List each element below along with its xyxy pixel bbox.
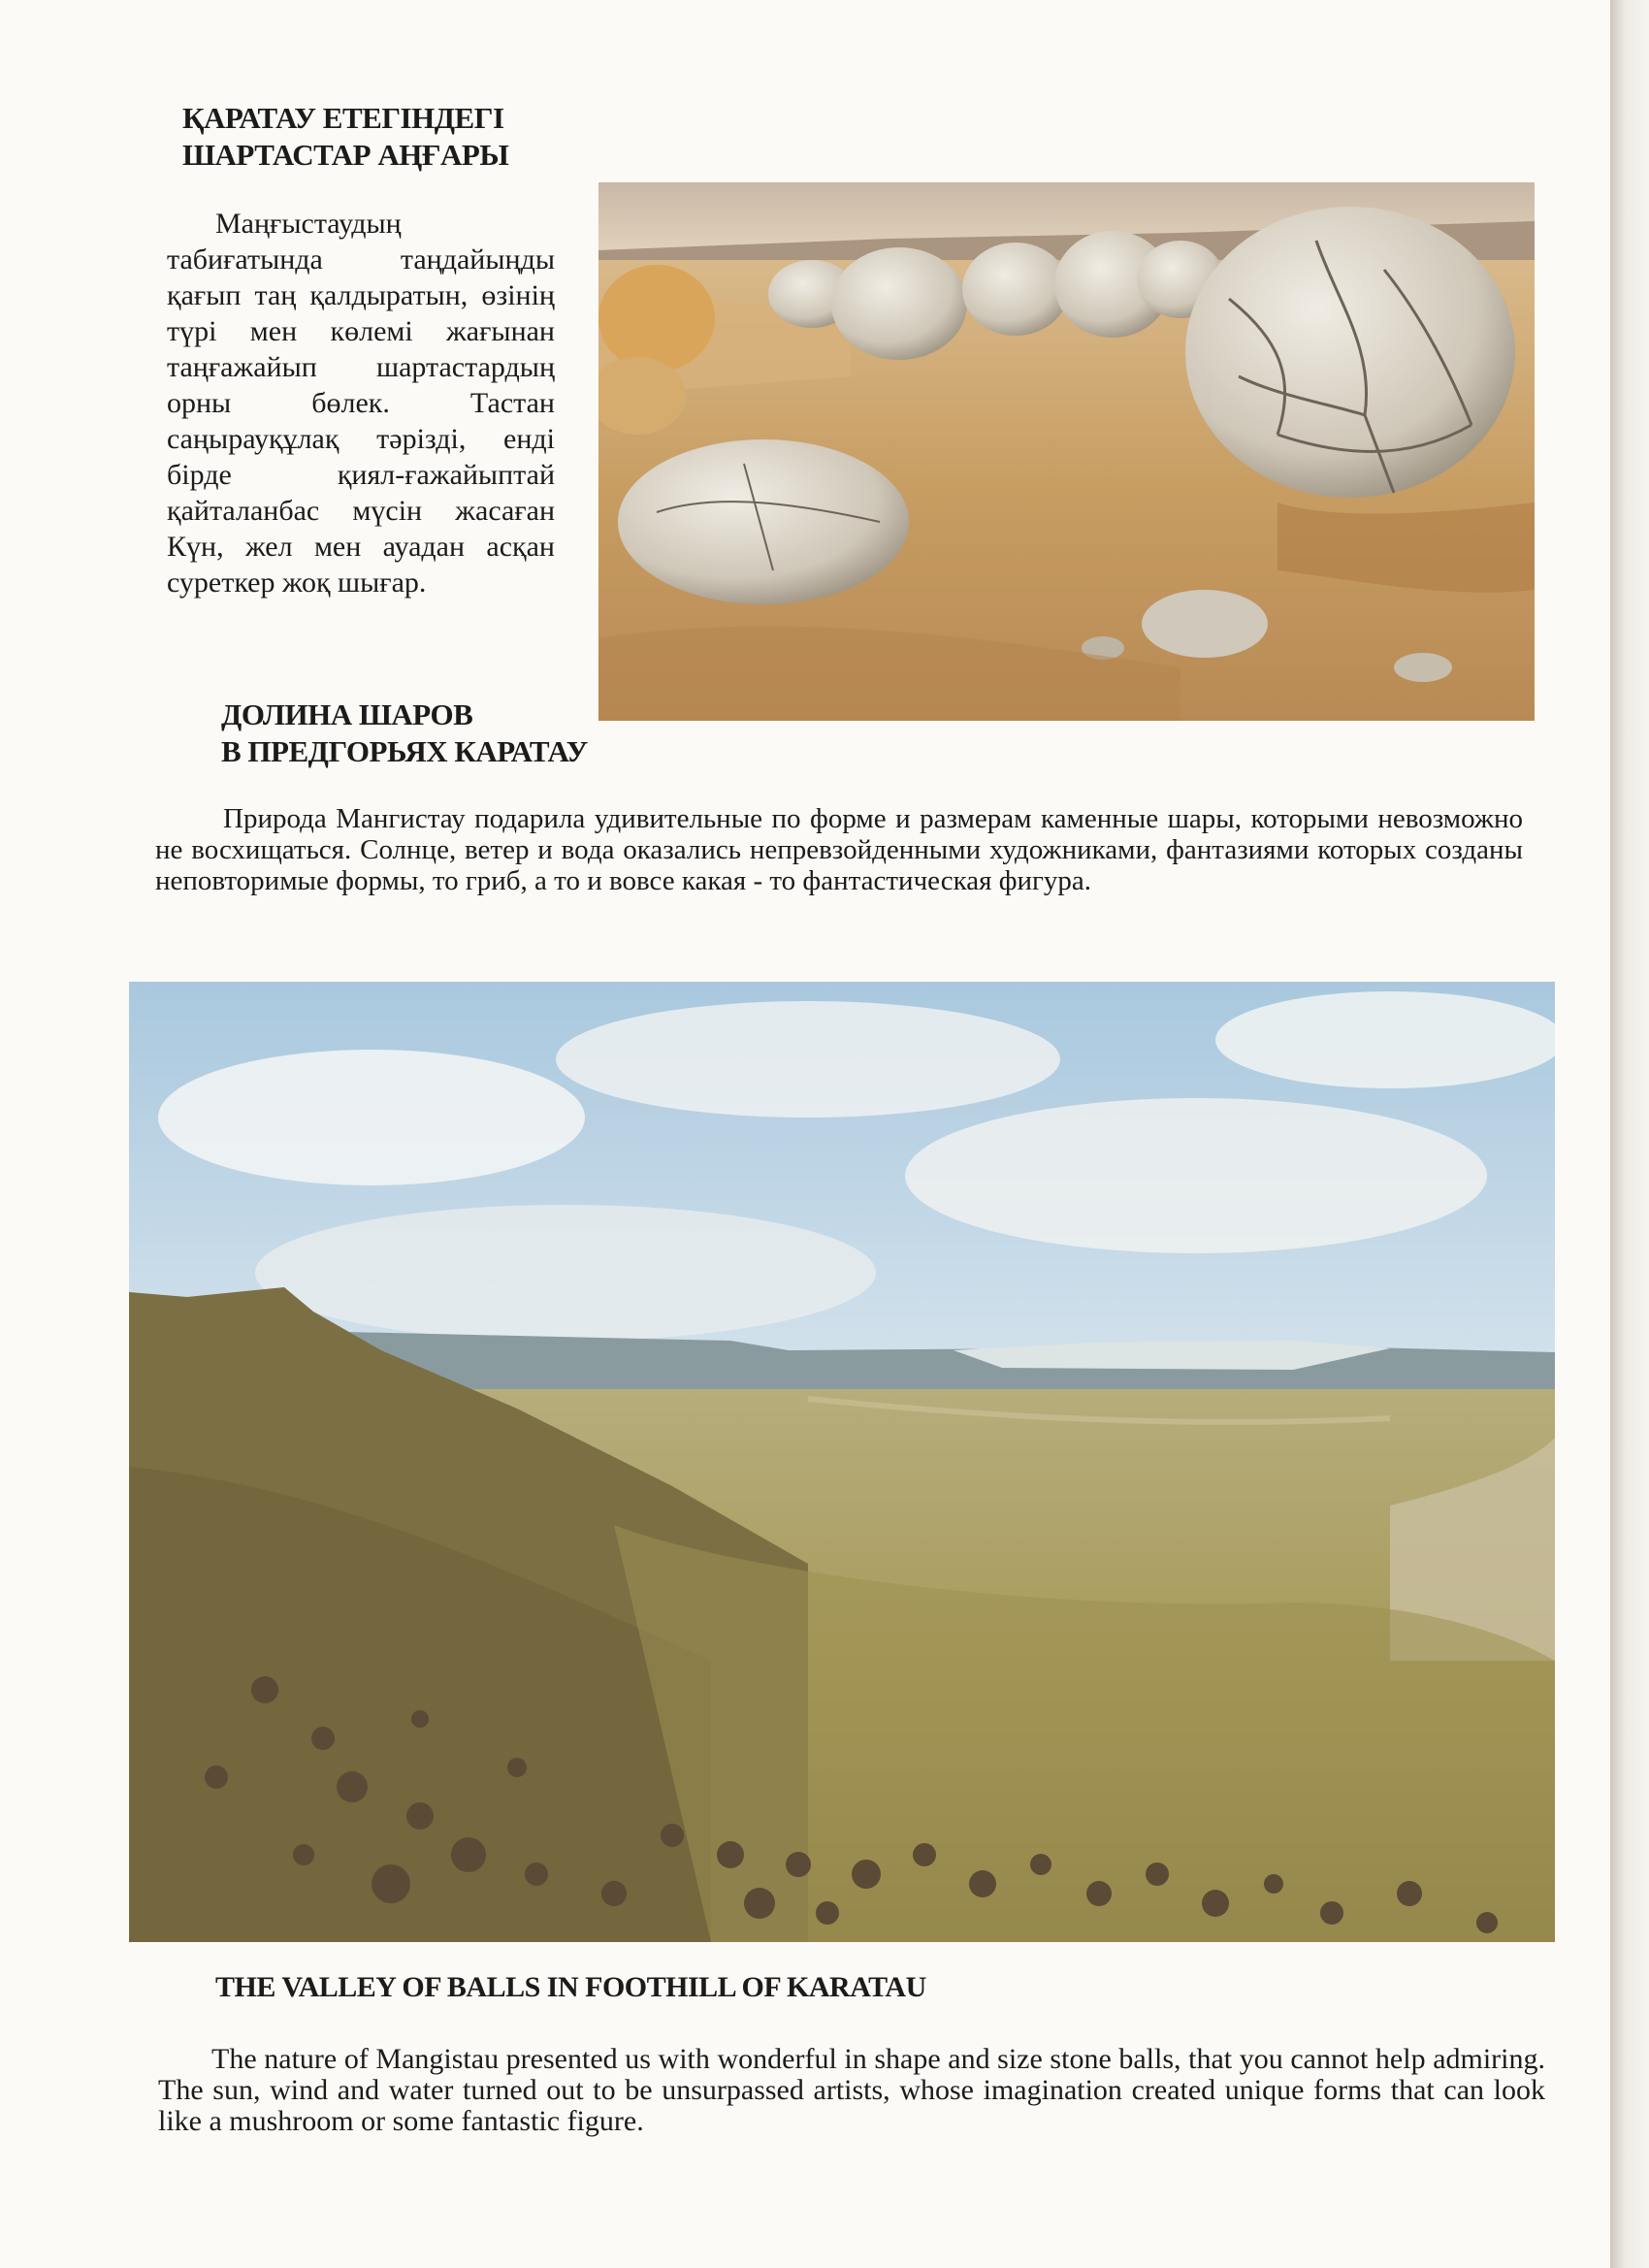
kazakh-paragraph: Маңғыстаудың табиғатында таңдайыңды қағып таң қалдыратын, өзінің түрі мен көлемі жағынан таңғажайып шартастардың орны бөлек. Тастан саңырауқұлақ тәрізді, енді бірде қиял-ғажайыптай қайталанбас мүсін жасаған Күн, жел мен ауадан асқан суреткер жоқ шығар. <box>167 208 555 599</box>
valley-illustration <box>129 982 1555 1942</box>
kazakh-title-line-1: ҚАРАТАУ ЕТЕГІНДЕГІ <box>182 101 504 135</box>
kazakh-title-line-2: ШАРТАСТАР АҢҒАРЫ <box>182 138 509 172</box>
kazakh-title <box>182 100 508 174</box>
page-edge-shadow <box>1610 0 1649 2268</box>
russian-paragraph: Природа Мангистау подарила удивительные по форме и размерам каменные шары, которыми невозможно не восхищаться. Солнце, ветер и вода оказались непревзойденными художниками, фантазиями которых созданы неповторимые формы, то гриб, а то и вовсе какая - то фантастическая фигура. <box>155 803 1523 896</box>
english-paragraph: The nature of Mangistau presented us with wonderful in shape and size stone balls, that you cannot help admiring. The sun, wind and water turned out to be unsurpassed artists, whose imagination created unique forms that can look like a mushroom or some fantastic figure. <box>158 2043 1545 2137</box>
english-title: THE VALLEY OF BALLS IN FOOTHILL OF KARATAU <box>215 1971 926 2003</box>
stone-balls-illustration <box>598 182 1535 721</box>
russian-title-line-1: ДОЛИНА ШАРОВ <box>221 697 473 731</box>
russian-title-line-2: В ПРЕДГОРЬЯХ КАРАТАУ <box>221 734 588 768</box>
stone-balls-photo <box>598 182 1535 721</box>
russian-title <box>221 697 588 770</box>
valley-panorama-photo <box>129 982 1555 1942</box>
